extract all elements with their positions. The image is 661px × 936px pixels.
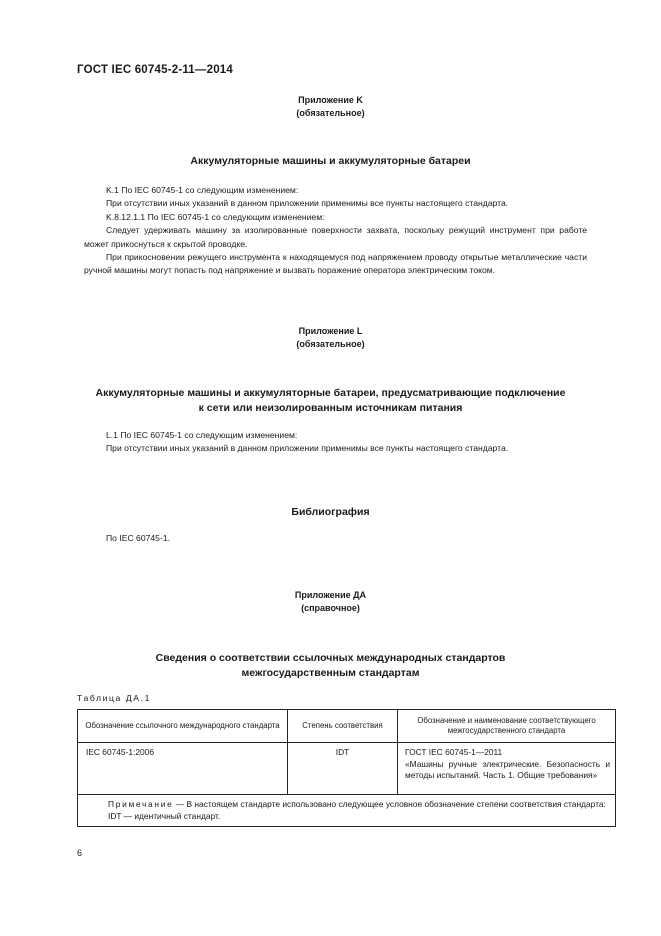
standard-code-header: ГОСТ IEC 60745-2-11—2014	[77, 64, 233, 76]
note-line2: IDT — идентичный стандарт.	[108, 810, 221, 821]
table-caption: Таблица ДА.1	[77, 693, 152, 703]
annex-k-text	[84, 184, 587, 278]
annex-da-block	[0, 589, 661, 614]
table-note-row	[78, 795, 616, 827]
annex-l-heading-line1: Аккумуляторные машины и аккумуляторные батареи, предусматривающие подключение	[95, 387, 566, 399]
paragraph: K.1 По IEC 60745-1 со следующим изменением:	[106, 185, 299, 195]
paragraph: L.1 По IEC 60745-1 со следующим изменением:	[106, 430, 298, 440]
interstate-code: ГОСТ IEC 60745-1—2011	[405, 747, 503, 757]
paragraph: По IEC 60745-1.	[106, 533, 170, 543]
paragraph: При прикосновении режущего инструмента к находящемуся под напряжением проводу открытые металлические части ручной машины могут попасть под напряжение и вызвать поражение оператора электрическим током.	[84, 252, 587, 276]
interstate-standard-cell	[398, 743, 616, 795]
annex-da-heading-line1: Сведения о соответствии ссылочных международных стандартов	[155, 652, 506, 664]
annex-k-status: (обязательное)	[296, 107, 365, 118]
paragraph: Следует удерживать машину за изолированные поверхности захвата, поскольку режущий инструмент при работе может прикоснуться к скрытой проводке.	[84, 225, 587, 249]
annex-l-status: (обязательное)	[296, 338, 365, 349]
annex-da-heading-line2: межгосударственным стандартам	[241, 667, 420, 679]
annex-k-heading: Аккумуляторные машины и аккумуляторные батареи	[190, 155, 471, 167]
table-note	[78, 795, 616, 827]
annex-k-block	[0, 94, 661, 119]
annex-l-heading-line2: к сети или неизолированным источникам питания	[198, 402, 463, 414]
correspondence-table	[77, 709, 616, 827]
column-header: Обозначение и наименование соответствующего межгосударственного стандарта	[398, 710, 616, 743]
bibliography-text	[84, 532, 587, 545]
note-line	[86, 799, 609, 811]
paragraph: K.8.12.1.1 По IEC 60745-1 со следующим изменением:	[106, 211, 325, 222]
intl-standard-cell: IEC 60745-1:2006	[78, 743, 288, 795]
annex-l-title: Приложение L	[298, 326, 363, 336]
page-number: 6	[77, 848, 83, 858]
annex-k-title: Приложение K	[298, 95, 363, 105]
annex-l-block	[0, 325, 661, 350]
annex-da-heading	[0, 651, 661, 681]
annex-da-title: Приложение ДА	[294, 590, 367, 600]
note-label: Примечание	[108, 799, 174, 809]
bibliography-heading: Библиография	[291, 506, 370, 518]
note-text: — В настоящем стандарте использовано следующее условное обозначение степени соответствия стандарта:	[173, 799, 606, 809]
annex-l-text	[84, 429, 587, 456]
column-header: Обозначение ссылочного международного стандарта	[78, 710, 288, 743]
table-header-row	[78, 710, 616, 743]
annex-l-heading	[0, 386, 661, 416]
interstate-name: «Машины ручные электрические. Безопасность и методы испытаний. Часть 1. Общие требования»	[405, 758, 610, 780]
paragraph: При отсутствии иных указаний в данном приложении применимы все пункты настоящего стандарта.	[106, 198, 509, 209]
annex-da-status: (справочное)	[301, 602, 360, 613]
table-row	[78, 743, 616, 795]
column-header: Степень соответствия	[288, 710, 398, 743]
paragraph: При отсутствии иных указаний в данном приложении применимы все пункты настоящего стандарта.	[106, 443, 509, 454]
degree-cell: IDT	[288, 743, 398, 795]
